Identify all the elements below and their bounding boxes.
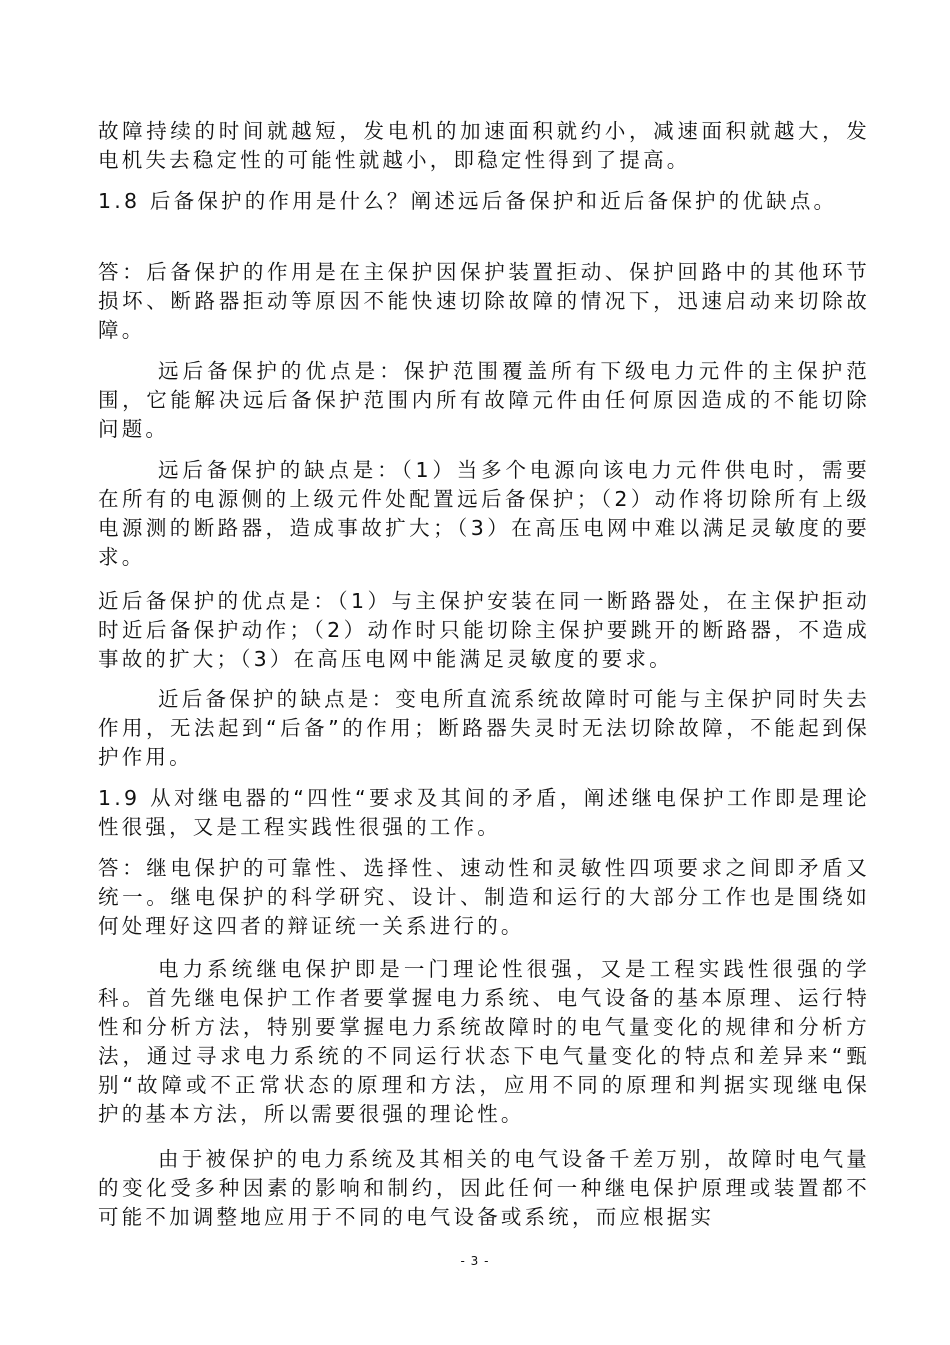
local-backup-advantages: 近后备保护的优点是：（1）与主保护安装在同一断路器处，在主保护拒动时近后备保护动作；（2）动作时只能切除主保护要跳开的断路器，不造成事故的扩大；（3）在高压电网中能满足灵敏度的要求。 bbox=[98, 589, 870, 671]
engineering-practice-paragraph: 由于被保护的电力系统及其相关的电气设备千差万别，故障时电气量的变化受多种因素的影响和制约，因此任何一种继电保护原理或装置都不可能不加调整地应用于不同的电气设备或系统，而应根据实 bbox=[98, 1147, 870, 1229]
answer-1-9: 答：继电保护的可靠性、选择性、速动性和灵敏性四项要求之间即矛盾又统一。继电保护的科学研究、设计、制造和运行的大部分工作也是围绕如何处理好这四者的辩证统一关系进行的。 bbox=[98, 856, 870, 938]
page-number: - 3 - bbox=[460, 1254, 490, 1268]
local-backup-disadvantages: 近后备保护的缺点是：变电所直流系统故障时可能与主保护同时失去作用，无法起到“后备”的作用；断路器失灵时无法切除故障，不能起到保护作用。 bbox=[98, 687, 870, 769]
answer-1-8: 答：后备保护的作用是在主保护因保护装置拒动、保护回路中的其他环节损坏、断路器拒动等原因不能快速切除故障的情况下，迅速启动来切除故障。 bbox=[98, 260, 870, 342]
question-1-8: 1.8 后备保护的作用是什么？阐述远后备保护和近后备保护的优缺点。 bbox=[98, 189, 838, 213]
question-1-9: 1.9 从对继电器的“四性“要求及其间的矛盾，阐述继电保护工作即是理论性很强，又是工程实践性很强的工作。 bbox=[98, 786, 870, 839]
remote-backup-disadvantages: 远后备保护的缺点是：（1）当多个电源向该电力元件供电时，需要在所有的电源侧的上级元件处配置远后备保护；（2）动作将切除所有上级电源测的断路器，造成事故扩大；（3）在高压电网中难以满足灵敏度的要求。 bbox=[98, 458, 870, 569]
paragraph-continuation: 故障持续的时间就越短，发电机的加速面积就约小，减速面积就越大，发电机失去稳定性的可能性就越小，即稳定性得到了提高。 bbox=[98, 119, 870, 172]
remote-backup-advantages: 远后备保护的优点是：保护范围覆盖所有下级电力元件的主保护范围，它能解决远后备保护范围内所有故障元件由任何原因造成的不能切除问题。 bbox=[98, 359, 870, 441]
theory-practice-paragraph: 电力系统继电保护即是一门理论性很强，又是工程实践性很强的学科。首先继电保护工作者要掌握电力系统、电气设备的基本原理、运行特性和分析方法，特别要掌握电力系统故障时的电气量变化的规律和分析方法，通过寻求电力系统的不同运行状态下电气量变化的特点和差异来“甄别“故障或不正常状态的原理和方法，应用不同的原理和判据实现继电保护的基本方法，所以需要很强的理论性。 bbox=[98, 957, 870, 1126]
